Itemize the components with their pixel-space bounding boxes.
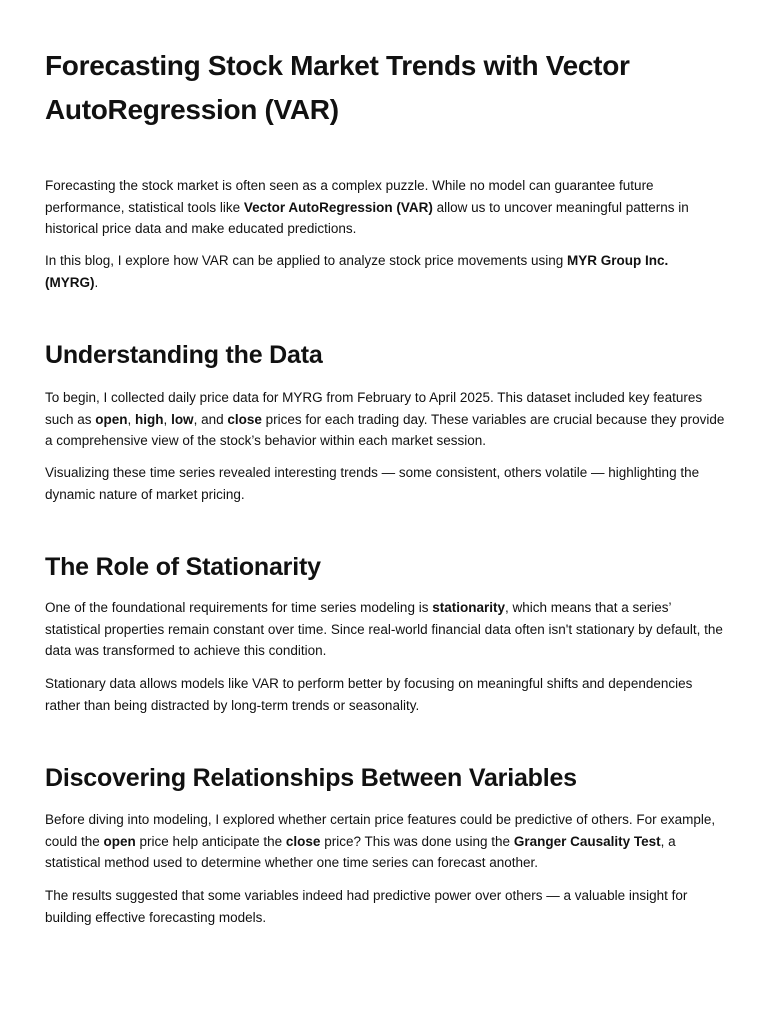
text: ,	[127, 411, 136, 427]
section-1-paragraph-1	[45, 387, 725, 452]
text: ,	[163, 411, 172, 427]
section-heading-stationarity: The Role of Stationarity	[45, 553, 321, 581]
section-3-paragraph-1	[45, 809, 725, 874]
text: In this blog, I explore how VAR can be applied to analyze stock price movements using	[45, 253, 568, 268]
text: To begin, I collected daily price data for MYRG from February to April 2025. This dataset included key features such as	[45, 390, 703, 427]
page-title: Forecasting Stock Market Trends with Vector AutoRegression (VAR)	[45, 50, 630, 125]
bold-term: Vector AutoRegression (VAR)	[243, 199, 433, 215]
section-heading-relationships: Discovering Relationships Between Variables	[45, 764, 577, 792]
section-2-paragraph-2: Stationary data allows models like VAR to perform better by focusing on meaningful shifts and dependencies rather than being distracted by long-term trends or seasonality.	[45, 676, 693, 713]
intro-paragraph-1	[45, 175, 725, 240]
bold-term: close	[285, 833, 321, 849]
section-3-paragraph-2: The results suggested that some variables indeed had predictive power over others — a valuable insight for building effective forecasting models.	[45, 888, 688, 925]
text: allow us to uncover meaningful patterns in historical price data and make educated predictions.	[45, 199, 689, 237]
intro-paragraph-2	[45, 250, 725, 293]
bold-term: close	[227, 411, 262, 427]
text: One of the foundational requirements for time series modeling is	[45, 600, 433, 615]
text: price? This was done using the	[320, 833, 514, 849]
bold-term: stationarity	[432, 600, 505, 615]
bold-term: low	[171, 411, 194, 427]
bold-term: Granger Causality Test	[513, 833, 661, 849]
text: prices for each trading day. These variables are crucial because they provide a comprehensive view of the stock’s behavior within each market session.	[45, 411, 725, 449]
bold-term: open	[103, 833, 136, 849]
bold-term: open	[95, 411, 128, 427]
text: .	[94, 274, 99, 290]
section-1-paragraph-2: Visualizing these time series revealed interesting trends — some consistent, others volatile — highlighting the dynamic nature of market pricing.	[45, 465, 700, 502]
section-2-paragraph-1	[45, 597, 725, 662]
text: price help anticipate the	[135, 833, 286, 849]
text: Forecasting the stock market is often seen as a complex puzzle. While no model can guarantee future performance, statistical tools like	[45, 178, 654, 215]
bold-term: MYR Group Inc. (MYRG)	[45, 253, 669, 290]
text: , which means that a series’ statistical properties remain constant over time. Since real-world financial data often isn't stationary by default, the data was transformed to achieve this condition.	[45, 600, 723, 659]
text: , a statistical method used to determine whether one time series can forecast another.	[45, 833, 676, 871]
text: Before diving into modeling, I explored whether certain price features could be predictive of others. For example, could the	[45, 812, 716, 849]
bold-term: high	[135, 411, 164, 427]
section-heading-understanding-data: Understanding the Data	[45, 341, 323, 369]
text: , and	[193, 411, 228, 427]
